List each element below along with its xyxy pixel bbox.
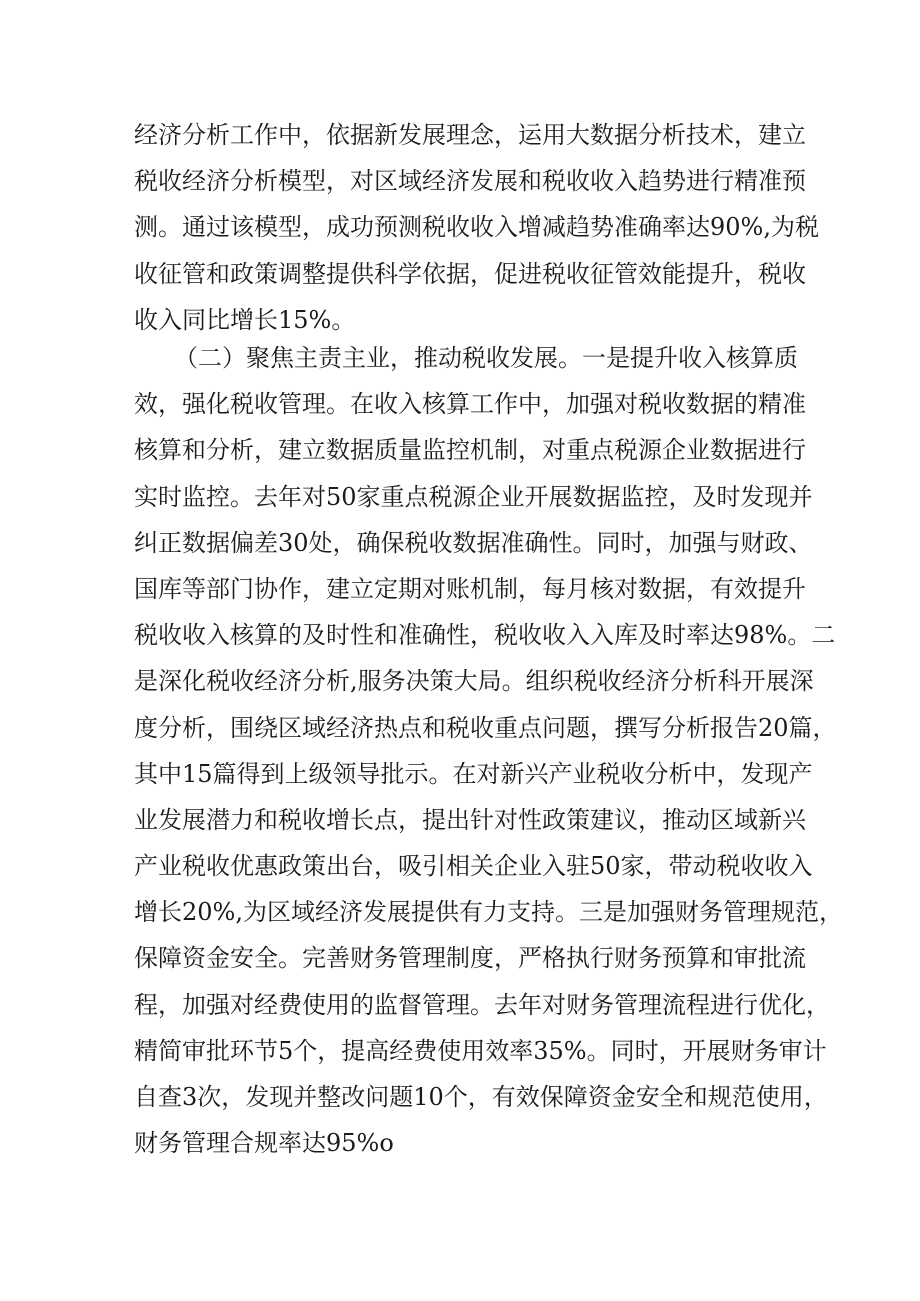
paragraph-2-line: 保障资金安全。完善财务管理制度，严格执行财务预算和审批流 [134, 944, 806, 973]
paragraph-2-line: 程，加强对经费使用的监督管理。去年对财务管理流程进行优化， [134, 990, 830, 1019]
paragraph-1-line: 经济分析工作中，依据新发展理念，运用大数据分析技术，建立 [134, 121, 806, 149]
paragraph-2-line: 其中15篇得到上级领导批示。在对新兴产业税收分析中，发现产 [134, 759, 813, 788]
paragraph-2-line: 核算和分析，建立数据质量监控机制，对重点税源企业数据进行 [134, 436, 806, 465]
paragraph-2-line: 效，强化税收管理。在收入核算工作中，加强对税收数据的精准 [134, 390, 806, 419]
paragraph-2-line: 国库等部门协作，建立定期对账机制，每月核对数据，有效提升 [134, 574, 806, 603]
paragraph-2 [134, 335, 843, 1166]
paragraph-2-line: 业发展潜力和税收增长点，提出针对性政策建议，推动区域新兴 [134, 805, 806, 834]
paragraph-2-line: 度分析，围绕区域经济热点和税收重点问题，撰写分析报告20篇， [134, 713, 837, 742]
paragraph-2-line: 产业税收优惠政策出台，吸引相关企业入驻50家，带动税收收入 [134, 852, 813, 881]
paragraph-1-line: 收征管和政策调整提供科学依据，促进税收征管效能提升，税收 [134, 259, 806, 288]
paragraph-2-line: 自查3次，发现并整改问题10个，有效保障资金安全和规范使用， [134, 1083, 828, 1111]
paragraph-1-line: 税收经济分析模型，对区域经济发展和税收收入趋势进行精准预 [134, 167, 806, 196]
paragraph-2-line: 增长20%,为区域经济发展提供有力支持。三是加强财务管理规范， [134, 898, 843, 927]
paragraph-1-line: 测。通过该模型，成功预测税收收入增减趋势准确率达90%,为税 [134, 213, 819, 242]
paragraph-1 [134, 112, 819, 343]
paragraph-2-line: 财务管理合规率达95%o [134, 1129, 394, 1158]
paragraph-2-line: 税收收入核算的及时性和准确性，税收收入入库及时率达98%。二 [134, 621, 836, 650]
paragraph-2-line: 实时监控。去年对50家重点税源企业开展数据监控，及时发现并 [134, 482, 813, 511]
paragraph-2-line: （二）聚焦主责主业，推动税收发展。一是提升收入核算质 [174, 344, 798, 372]
paragraph-2-line: 纠正数据偏差30处，确保税收数据准确性。同时，加强与财政、 [134, 528, 813, 557]
paragraph-1-line: 收入同比增长15%。 [134, 305, 356, 334]
paragraph-2-line: 是深化税收经济分析,服务决策大局。组织税收经济分析科开展深 [134, 667, 814, 696]
paragraph-2-line: 精简审批环节5个，提高经费使用效率35%。同时，开展财务审计 [134, 1036, 827, 1065]
